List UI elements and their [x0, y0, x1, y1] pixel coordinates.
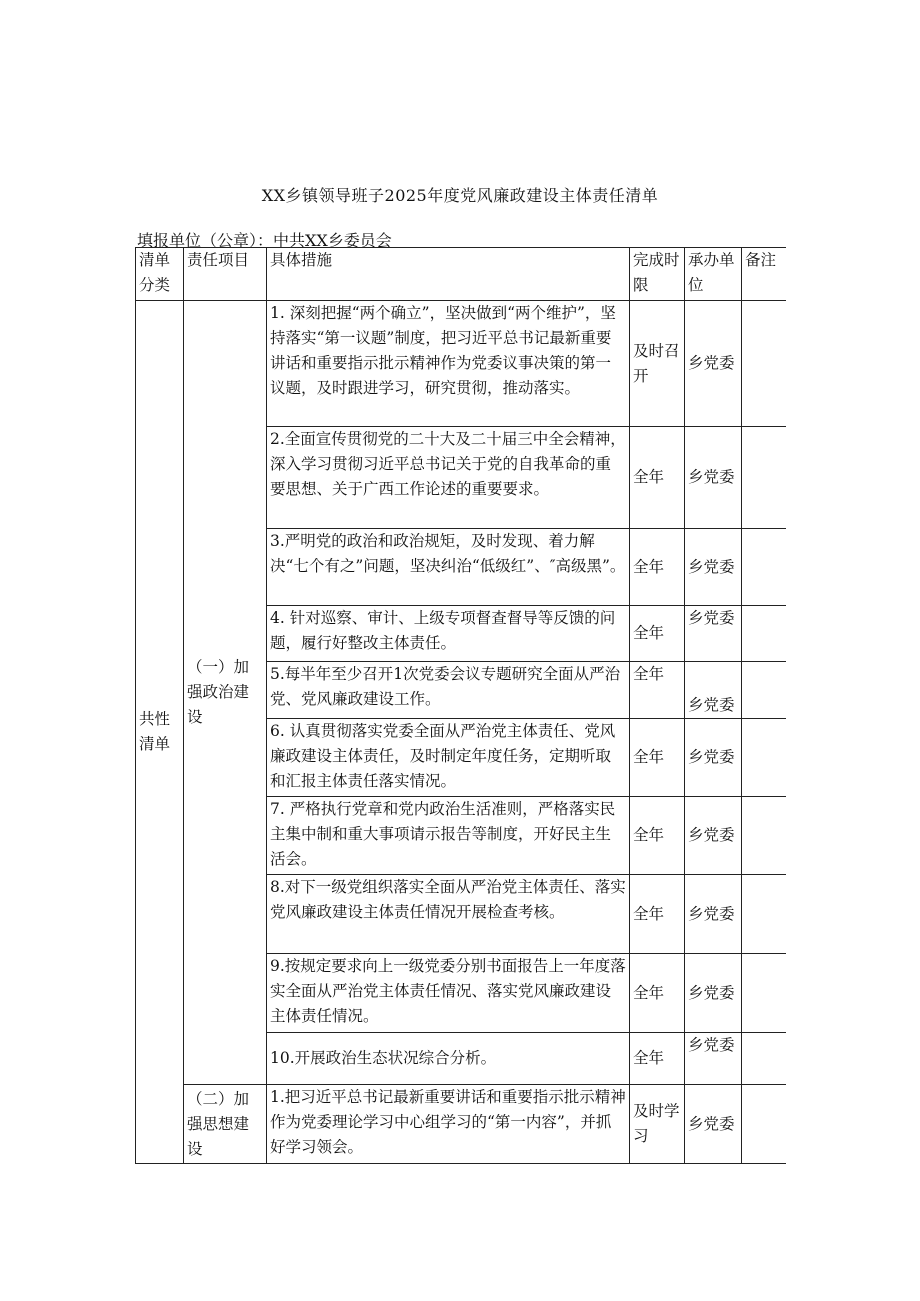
header-deadline: 完成时限 — [630, 248, 685, 301]
unit-cell: 乡党委 — [685, 954, 742, 1033]
deadline-cell: 全年 — [630, 606, 685, 662]
note-cell — [742, 427, 786, 529]
note-cell — [742, 529, 786, 606]
measure-cell: 2.全面宣传贯彻党的二十大及二十届三中全会精神，深入学习贯彻习近平总书记关于党的自我革命的重要思想、关于广西工作论述的重要要求。 — [267, 427, 630, 529]
note-cell — [742, 875, 786, 954]
responsibility-table — [135, 247, 786, 1164]
document-title: XX乡镇领导班子2025年度党风廉政建设主体责任清单 — [261, 186, 659, 205]
measure-cell: 1. 深刻把握“两个确立”，坚决做到“两个维护”，坚持落实“第一议题”制度，把习近平总书记最新重要讲话和重要指示批示精神作为党委议事决策的第一议题，及时跟进学习，研究贯彻，推动落实。 — [267, 301, 630, 427]
unit-cell: 乡党委 — [685, 875, 742, 954]
unit-cell: 乡党委 — [685, 606, 742, 662]
deadline-cell: 全年 — [630, 529, 685, 606]
header-measure: 具体措施 — [267, 248, 630, 301]
measure-cell: 9.按规定要求向上一级党委分别书面报告上一年度落实全面从严治党主体责任情况、落实党风廉政建设主体责任情况。 — [267, 954, 630, 1033]
note-cell — [742, 719, 786, 797]
measure-cell: 7. 严格执行党章和党内政治生活准则，严格落实民主集中制和重大事项请示报告等制度，开好民主生活会。 — [267, 797, 630, 875]
note-cell — [742, 662, 786, 719]
note-cell — [742, 797, 786, 875]
project-cell: （一）加强政治建设 — [184, 301, 267, 1085]
deadline-cell: 全年 — [630, 875, 685, 954]
unit-cell: 乡党委 — [685, 427, 742, 529]
unit-cell: 乡党委 — [685, 1085, 742, 1164]
measure-cell: 4. 针对巡察、审计、上级专项督查督导等反馈的问题，履行好整改主体责任。 — [267, 606, 630, 662]
note-cell — [742, 954, 786, 1033]
note-cell — [742, 1085, 786, 1164]
unit-cell: 乡党委 — [685, 797, 742, 875]
deadline-cell: 全年 — [630, 797, 685, 875]
deadline-cell: 全年 — [630, 662, 685, 719]
header-project: 责任项目 — [184, 248, 267, 301]
table-row — [136, 1085, 786, 1164]
note-cell — [742, 1033, 786, 1085]
deadline-cell: 及时学习 — [630, 1085, 685, 1164]
unit-cell: 乡党委 — [685, 529, 742, 606]
measure-cell: 3.严明党的政治和政治规矩，及时发现、着力解决“七个有之”问题，坚决纠治“低级红”、″高级黑”。 — [267, 529, 630, 606]
header-category: 清单分类 — [136, 248, 184, 301]
note-cell — [742, 301, 786, 427]
project-cell: （二）加强思想建设 — [184, 1085, 267, 1164]
header-note: 备注 — [742, 248, 786, 301]
reporting-unit-label: 填报单位（公章）：中共XX乡委员会 — [137, 231, 392, 250]
table-row — [136, 301, 786, 427]
measure-cell: 5.每半年至少召开1次党委会议专题研究全面从严治党、党风廉政建设工作。 — [267, 662, 630, 719]
header-row — [136, 248, 786, 301]
measure-cell: 1.把习近平总书记最新重要讲话和重要指示批示精神作为党委理论学习中心组学习的“第一内容”，并抓好学习领会。 — [267, 1085, 630, 1164]
unit-cell: 乡党委 — [685, 719, 742, 797]
measure-cell: 6. 认真贯彻落实党委全面从严治党主体责任、党风廉政建设主体责任，及时制定年度任务，定期听取和汇报主体责任落实情况。 — [267, 719, 630, 797]
unit-cell: 乡党委 — [685, 301, 742, 427]
measure-cell: 10.开展政治生态状况综合分析。 — [267, 1033, 630, 1085]
deadline-cell: 全年 — [630, 719, 685, 797]
measure-cell: 8.对下一级党组织落实全面从严治党主体责任、落实党风廉政建设主体责任情况开展检查考核。 — [267, 875, 630, 954]
deadline-cell: 全年 — [630, 954, 685, 1033]
unit-cell: 乡党委 — [685, 1033, 742, 1085]
unit-cell: 乡党委 — [685, 662, 742, 719]
deadline-cell: 全年 — [630, 1033, 685, 1085]
deadline-cell: 及时召开 — [630, 301, 685, 427]
category-cell: 共性清单 — [136, 301, 184, 1164]
header-unit: 承办单位 — [685, 248, 742, 301]
deadline-cell: 全年 — [630, 427, 685, 529]
note-cell — [742, 606, 786, 662]
